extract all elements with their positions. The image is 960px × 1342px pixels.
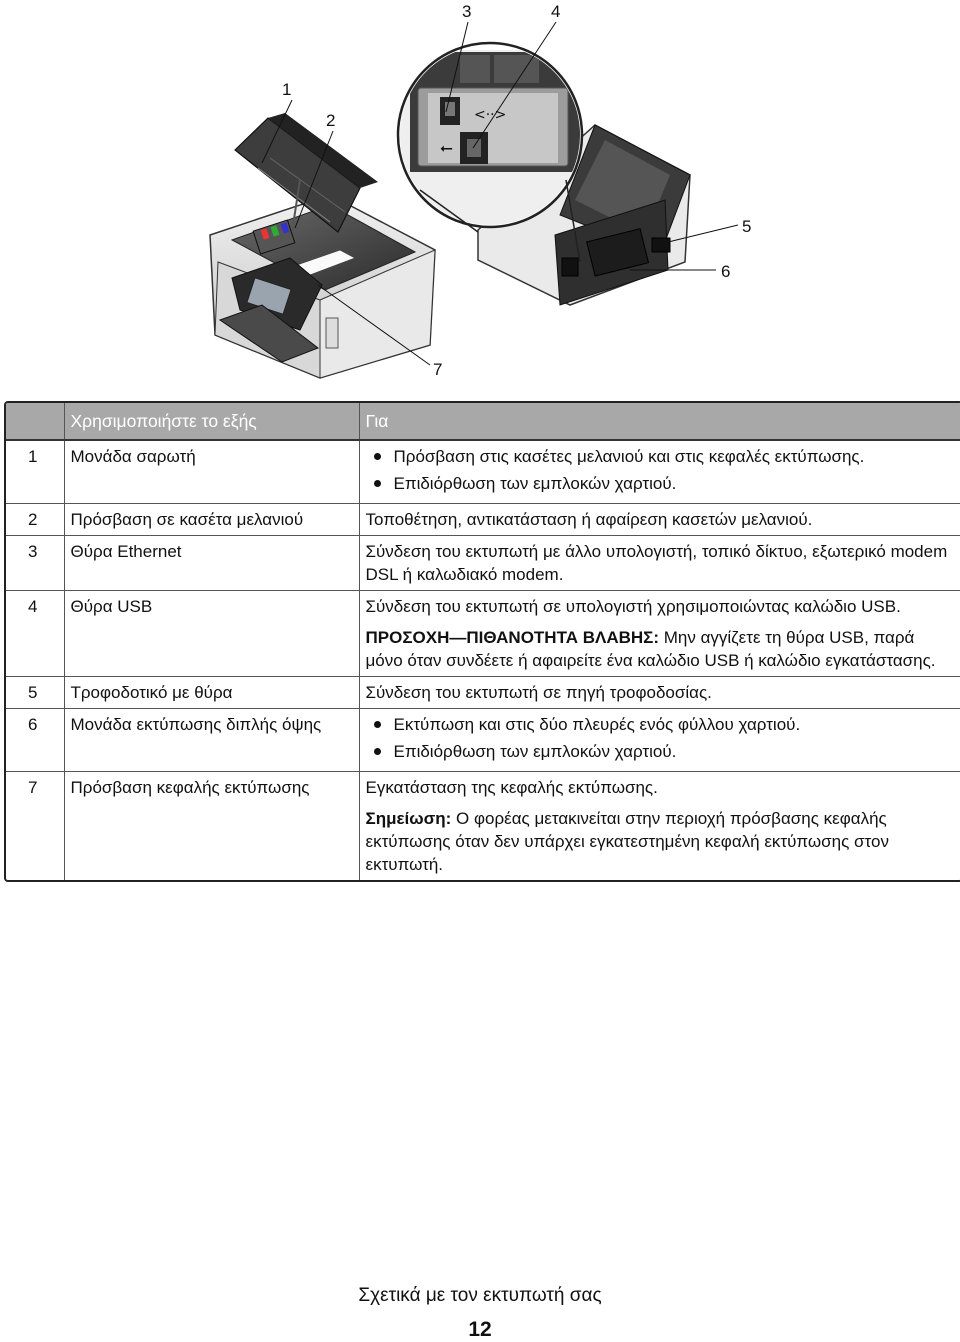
part-name: Θύρα USB xyxy=(64,591,359,677)
table-row xyxy=(6,504,960,536)
callout-2: 2 xyxy=(326,111,336,130)
ethernet-icon: <··> xyxy=(474,107,507,123)
list-item: Επιδιόρθωση των εμπλοκών χαρτιού. xyxy=(366,740,956,763)
note xyxy=(366,807,956,876)
purpose-text: Σύνδεση του εκτυπωτή σε υπολογιστή χρησιμοποιώντας καλώδιο USB. xyxy=(365,597,901,616)
header-use: Χρησιμοποιήστε το εξής xyxy=(64,403,359,440)
table-row xyxy=(6,709,960,772)
printer-figure xyxy=(0,0,960,392)
footer-section-title: Σχετικά με τον εκτυπωτή σας xyxy=(358,1285,602,1306)
callout-4: 4 xyxy=(551,2,561,21)
table-row xyxy=(6,591,960,677)
table-header-row xyxy=(6,403,960,440)
table-row xyxy=(6,440,960,504)
list-item: Πρόσβαση στις κασέτες μελανιού και στις κεφαλές εκτύπωσης. xyxy=(366,445,956,468)
part-purpose xyxy=(359,772,960,881)
note-label: Σημείωση: xyxy=(365,809,452,828)
row-number: 1 xyxy=(6,440,64,504)
part-purpose: Τοποθέτηση, αντικατάσταση ή αφαίρεση κασετών μελανιού. xyxy=(359,504,960,536)
part-name: Μονάδα σαρωτή xyxy=(64,440,359,504)
row-number: 7 xyxy=(6,772,64,881)
part-name: Πρόσβαση κεφαλής εκτύπωσης xyxy=(64,772,359,881)
table-row xyxy=(6,677,960,709)
callout-1: 1 xyxy=(282,80,292,99)
part-purpose xyxy=(359,591,960,677)
bullet-list xyxy=(366,445,956,495)
part-name: Μονάδα εκτύπωσης διπλής όψης xyxy=(64,709,359,772)
callout-5: 5 xyxy=(742,217,752,236)
row-number: 4 xyxy=(6,591,64,677)
caution-label: ΠΡΟΣΟΧΗ—ΠΙΘΑΝΟΤΗΤΑ ΒΛΑΒΗΣ: xyxy=(365,628,660,647)
table-row xyxy=(6,536,960,591)
row-number: 5 xyxy=(6,677,64,709)
callout-3: 3 xyxy=(462,2,472,21)
part-purpose xyxy=(359,440,960,504)
part-name: Θύρα Ethernet xyxy=(64,536,359,591)
list-item: Εκτύπωση και στις δύο πλευρές ενός φύλλου χαρτιού. xyxy=(366,713,956,736)
part-name: Πρόσβαση σε κασέτα μελανιού xyxy=(64,504,359,536)
usb-icon: ⭠ xyxy=(440,138,453,157)
parts-table xyxy=(4,401,960,882)
part-purpose xyxy=(359,709,960,772)
row-number: 6 xyxy=(6,709,64,772)
bullet-list xyxy=(366,713,956,763)
note-text: Ο φορέας μετακινείται στην περιοχή πρόσβασης κεφαλής εκτύπωσης όταν δεν υπάρχει εγκατεστημένη κεφαλή εκτύπωσης στον εκτυπωτή. xyxy=(365,809,889,874)
part-purpose: Σύνδεση του εκτυπωτή με άλλο υπολογιστή, τοπικό δίκτυο, εξωτερικό modem DSL ή καλωδιακό modem. xyxy=(359,536,960,591)
table-row xyxy=(6,772,960,881)
page-number: 12 xyxy=(468,1318,492,1341)
list-item: Επιδιόρθωση των εμπλοκών χαρτιού. xyxy=(366,472,956,495)
header-num xyxy=(6,403,64,440)
row-number: 3 xyxy=(6,536,64,591)
caution-note xyxy=(366,626,956,672)
callout-7: 7 xyxy=(433,360,443,379)
part-name: Τροφοδοτικό με θύρα xyxy=(64,677,359,709)
purpose-text: Εγκατάσταση της κεφαλής εκτύπωσης. xyxy=(365,778,658,797)
callout-6: 6 xyxy=(721,262,731,281)
part-purpose: Σύνδεση του εκτυπωτή σε πηγή τροφοδοσίας. xyxy=(359,677,960,709)
caution-text: Μην αγγίζετε τη θύρα USB, παρά μόνο όταν συνδέετε ή αφαιρείτε ένα καλώδιο USB ή καλώδιο εγκατάστασης. xyxy=(365,628,936,670)
row-number: 2 xyxy=(6,504,64,536)
header-for: Για xyxy=(359,403,960,440)
printer-illustration xyxy=(0,0,960,392)
